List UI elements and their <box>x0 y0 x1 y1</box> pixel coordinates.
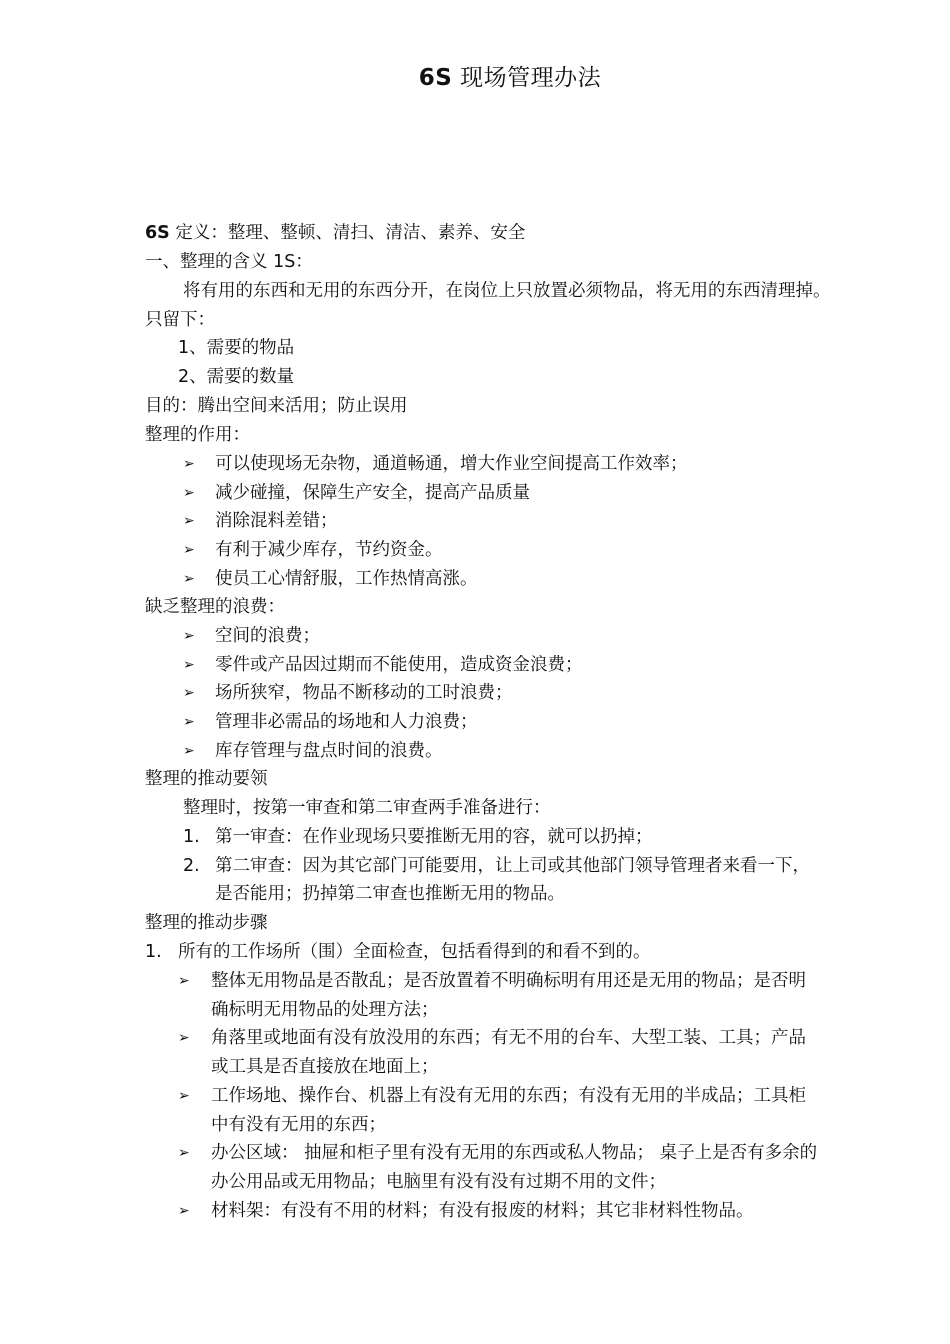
keep-item: 2、需要的数量 <box>178 367 295 387</box>
bullet-arrow-icon: ➢ <box>183 513 195 530</box>
steps-heading: 整理的推动步骤 <box>145 913 268 933</box>
point-text: 第二审查：因为其它部门可能要用，让上司或其他部门领导管理者来看一下， <box>215 855 810 876</box>
keep-label: 只留下： <box>145 310 215 330</box>
waste-heading: 缺乏整理的浪费： <box>145 597 285 617</box>
waste-item: 库存管理与盘点时间的浪费。 <box>215 740 443 761</box>
step-item-text: 角落里或地面有没有放没用的东西；有无不用的台车、大型工装、工具；产品 <box>211 1028 806 1049</box>
bullet-arrow-icon: ➢ <box>183 628 195 644</box>
step-item-text: 中有没有无用的东西； <box>211 1114 386 1135</box>
effect-item: 有利于减少库存，节约资金。 <box>215 540 443 561</box>
title-bold: 6S <box>418 65 453 91</box>
step-text: 所有的工作场所（围）全面检查，包括看得到的和看不到的。 <box>178 942 651 962</box>
meaning-paragraph: 将有用的东西和无用的东西分开，在岗位上只放置必须物品，将无用的东西清理掉。 <box>183 281 831 301</box>
effect-item: 使员工心情舒服，工作热情高涨。 <box>215 568 478 589</box>
bullet-arrow-icon: ➢ <box>178 1145 190 1162</box>
bullet-arrow-icon: ➢ <box>178 1202 190 1219</box>
step-item-text: 材料架：有没有不用的材料；有没有报废的材料；其它非材料性物品。 <box>211 1200 754 1221</box>
bullet-arrow-icon: ➢ <box>183 570 195 587</box>
point-number: 1. <box>183 827 200 847</box>
point-number: 2. <box>183 855 200 876</box>
bullet-arrow-icon: ➢ <box>183 685 195 702</box>
page-title <box>0 60 950 96</box>
waste-item: 场所狭窄，物品不断移动的工时浪费； <box>215 683 513 704</box>
step-number: 1. <box>145 942 162 962</box>
bullet-arrow-icon: ➢ <box>183 484 195 501</box>
step-item-text: 或工具是否直接放在地面上； <box>211 1057 439 1078</box>
step-item-text: 工作场地、操作台、机器上有没有无用的东西；有没有无用的半成品；工具柜 <box>211 1085 806 1106</box>
step-item-text: 整体无用物品是否散乱；是否放置着不明确标明有用还是无用的物品；是否明 <box>211 971 806 991</box>
bullet-arrow-icon: ➢ <box>178 1030 190 1047</box>
definition-bold: 6S <box>145 223 170 243</box>
title-rest: 现场管理办法 <box>452 65 602 91</box>
effect-item: 减少碰撞，保障生产安全，提高产品质量 <box>215 482 530 503</box>
waste-item: 管理非必需品的场地和人力浪费； <box>215 712 478 733</box>
bullet-arrow-icon: ➢ <box>178 1087 190 1104</box>
bullet-arrow-icon: ➢ <box>183 742 195 759</box>
effect-item: 消除混料差错； <box>215 511 338 532</box>
definition-text: 定义：整理、整顿、清扫、清洁、素养、安全 <box>169 223 526 243</box>
keep-item: 1、需要的物品 <box>178 338 295 358</box>
bullet-arrow-icon: ➢ <box>183 714 195 731</box>
waste-item: 零件或产品因过期而不能使用，造成资金浪费； <box>215 654 583 675</box>
points-intro: 整理时，按第一审查和第二审查两手准备进行： <box>183 798 551 818</box>
bullet-arrow-icon: ➢ <box>178 973 190 989</box>
point-text: 是否能用；扔掉第二审查也推断无用的物品。 <box>215 884 565 905</box>
points-heading: 整理的推动要领 <box>145 769 268 789</box>
bullet-arrow-icon: ➢ <box>183 456 195 472</box>
bullet-arrow-icon: ➢ <box>183 542 195 559</box>
effect-item: 可以使现场无杂物，通道畅通，增大作业空间提高工作效率； <box>215 454 688 474</box>
purpose-line: 目的：腾出空间来活用；防止误用 <box>145 396 408 416</box>
waste-item: 空间的浪费； <box>215 626 320 646</box>
section-heading: 一、整理的含义 1S： <box>145 252 313 272</box>
step-item-text: 办公区域： 抽屉和柜子里有没有无用的东西或私人物品； 桌子上是否有多余的 <box>211 1143 818 1164</box>
step-item-text: 确标明无用物品的处理方法； <box>211 999 439 1020</box>
step-item-text: 办公用品或无用物品；电脑里有没有没有过期不用的文件； <box>211 1171 666 1192</box>
definition-line <box>145 219 890 247</box>
effect-heading: 整理的作用： <box>145 425 250 445</box>
bullet-arrow-icon: ➢ <box>183 656 195 673</box>
point-text: 第一审查：在作业现场只要推断无用的容，就可以扔掉； <box>215 827 653 847</box>
